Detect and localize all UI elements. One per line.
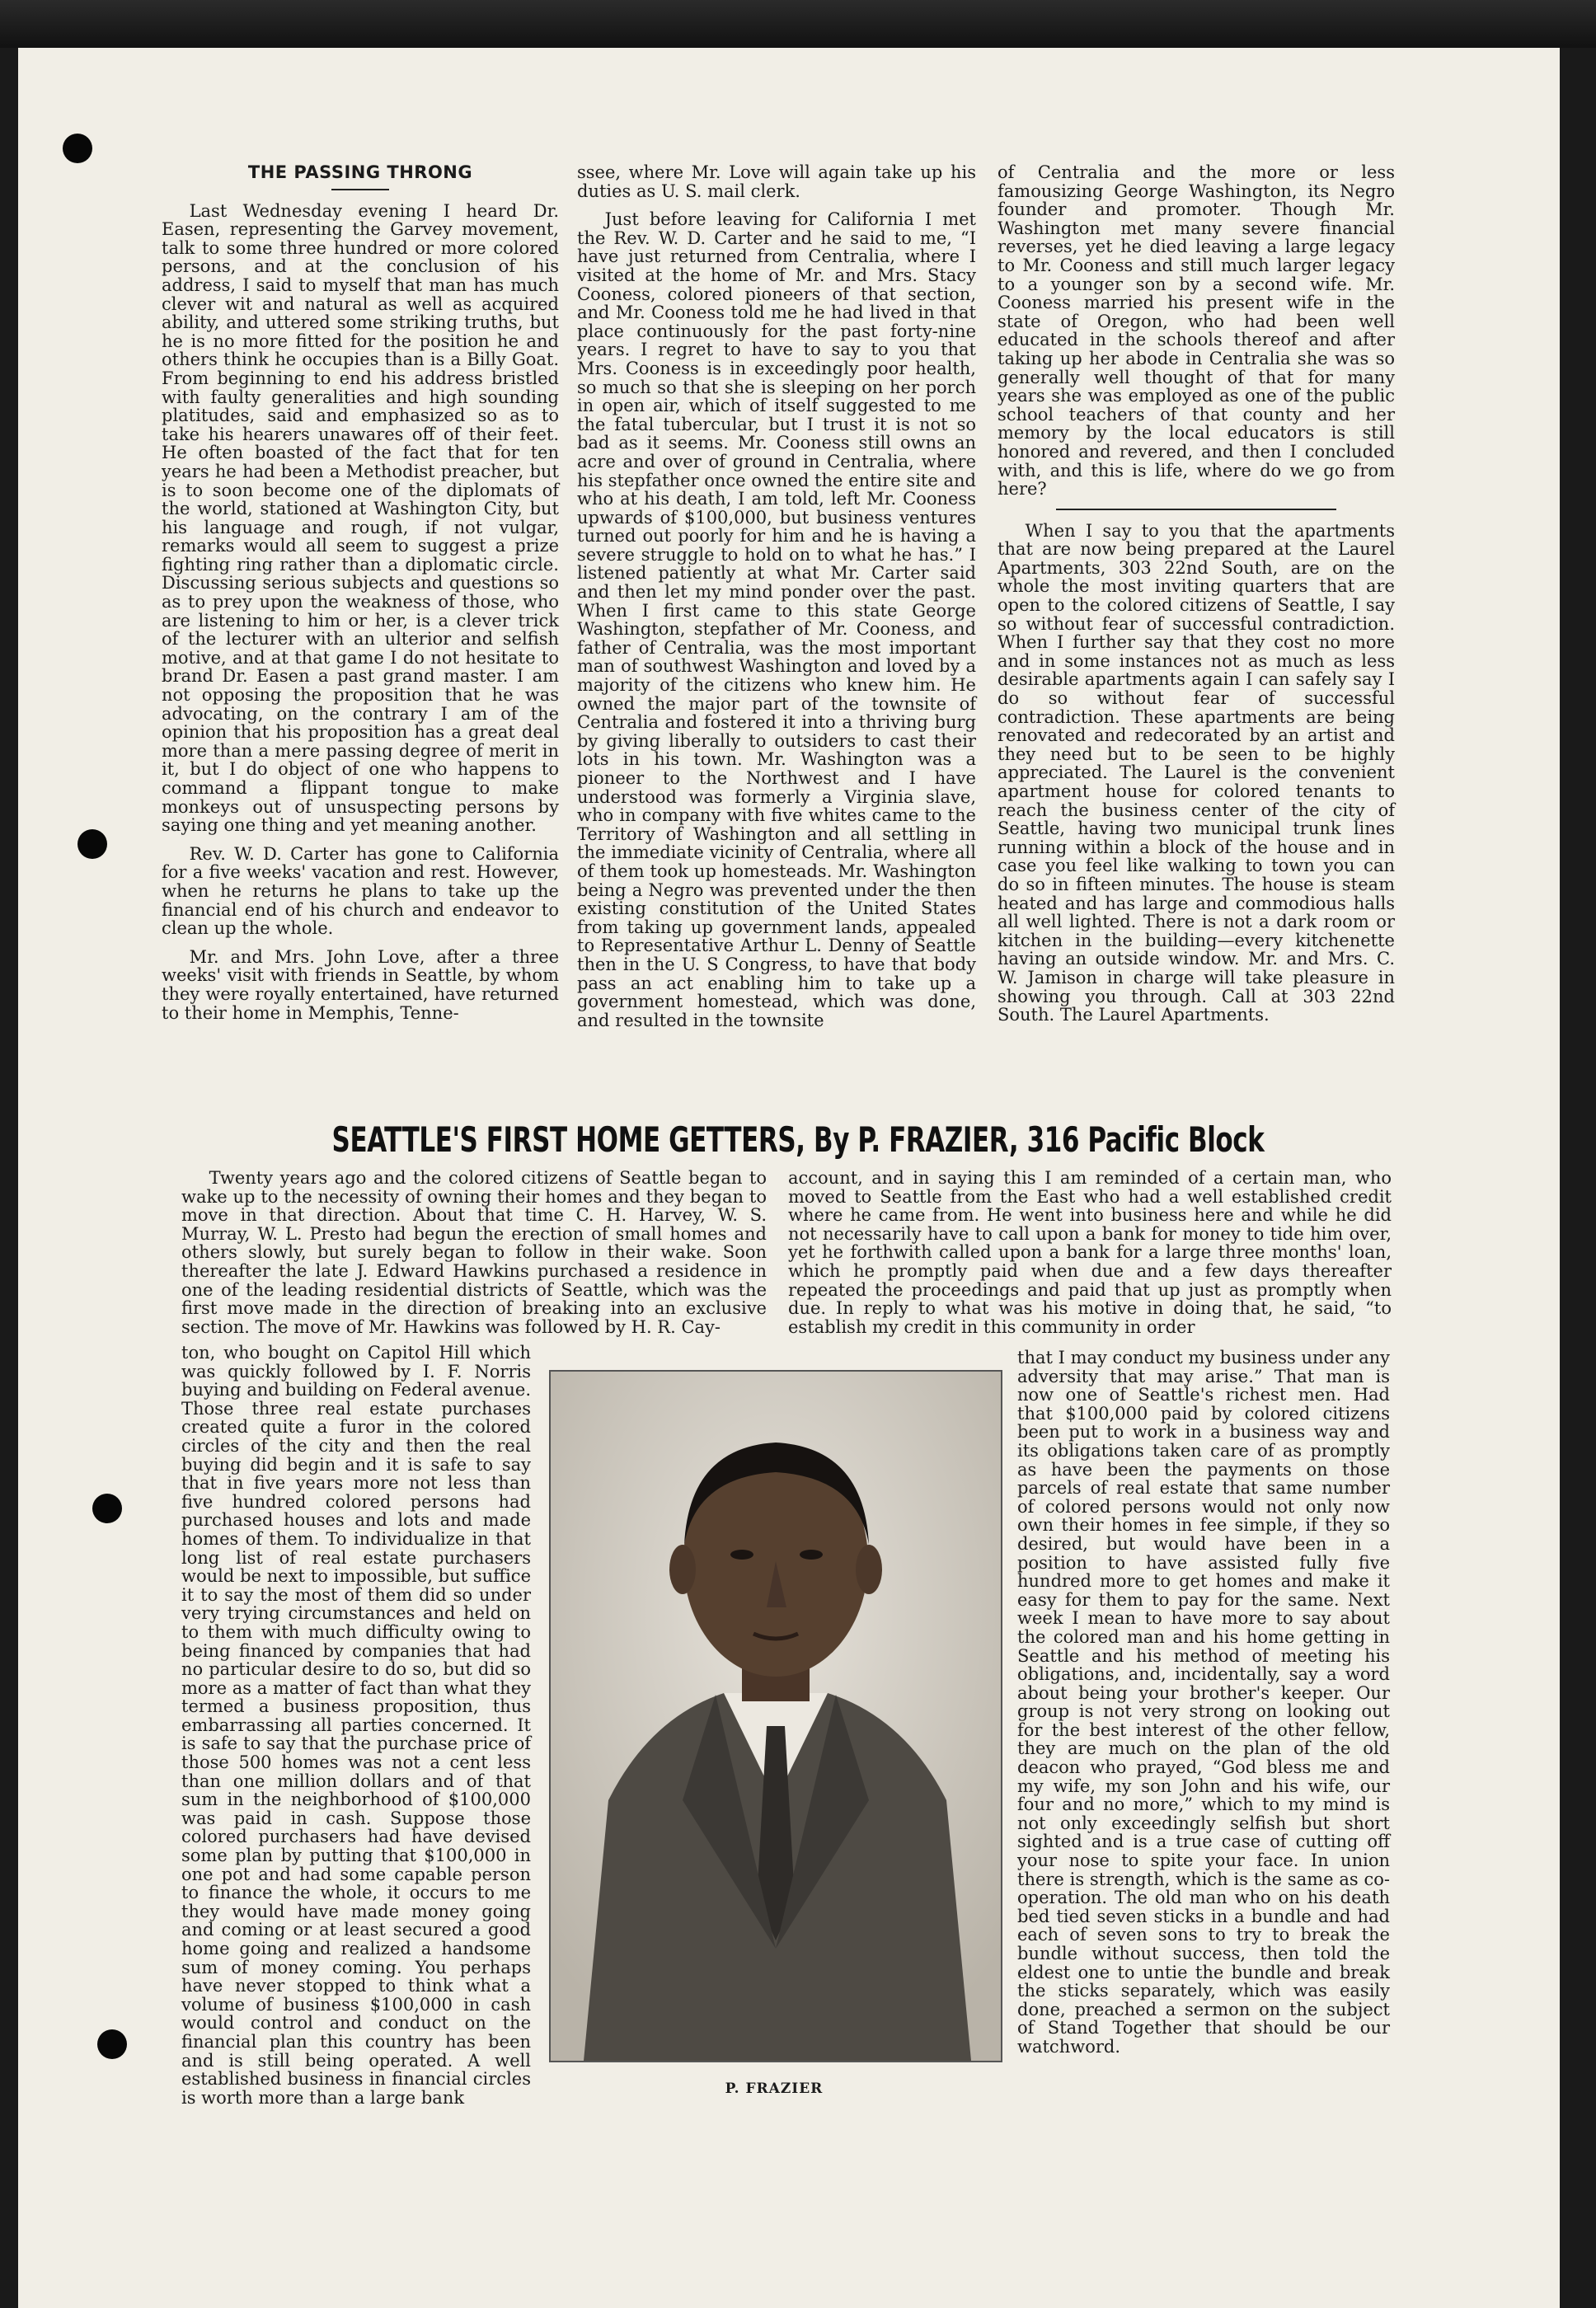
paragraph-continuation: of Centralia and the more or less famousizing George Washington, its Negro founder and promoter. Though Mr. Washington met many severe financial reverses, yet he died leaving a large legacy to Mr. Cooness and still much larger legacy to a younger son by a second wife. Mr. Cooness married his present wife in the state of Oregon, who had been well educated in the schools thereof and after taking up her abode in Centralia she was so generally well thought of that for many years she was employed as one of the public school teachers of that county and her memory by the local educators is still honored and revered, and then I concluded with, and this is life, where do we go from here? (998, 162, 1395, 500)
column-heading: THE PASSING THRONG (247, 162, 473, 182)
paragraph-continuation: ssee, where Mr. Love will again take up his duties as U. S. mail clerk. (577, 162, 976, 201)
scan-top-edge (0, 0, 1596, 48)
article-text-top-left (181, 1169, 767, 1346)
paragraph: that I may conduct my business under any adversity that may arise.” That man is now one of Seattle's richest men. Had that $100,000 paid by colored citizens been put to work in a business way and its obligations taken care of as promptly as have been the payments on those parcels of real estate that same number of colored persons would not only now own their homes in fee simple, if they so desired, but would have been in a position to have assisted fully five hundred more to get homes and make it easy for them to pay for the same. Next week I mean to have more to say about the colored man and his home getting in Seattle and his method of meeting his obligations, and, incidentally, say a word about being your brother's keeper. Our group is not very strong on looking out for the best interest of the other fellow, they are much on the plan of the old deacon who prayed, “God bless me and my wife, my son John and his wife, our four and no more,” which to my mind is not only exceedingly selfish but short sighted and is a true case of cutting off your nose to spite your face. In union there is strength, which is the same as co-operation. The old man who on his death bed tied seven sticks in a bundle and had each of seven sons to try to break the bundle without success, then told the eldest one to untie the bundle and break the sticks separately, which was easily done, preached a sermon on the subject of Stand Together that should be our watchword. (1017, 1348, 1390, 2057)
heading-rule (331, 189, 389, 190)
paragraph: Last Wednesday evening I heard Dr. Easen, representing the Garvey movement, talk to some three hundred or more colored persons, and at the conclusion of his address, I said to myself that man has much clever wit and natural as well as acquired ability, and uttered some striking truths, but he is no more fitted for the position he and others think he occupies than is a Billy Goat. From beginning to end his address bristled with faulty generalities and high sounding platitudes, said and emphasized so as to take his hearers unawares off of their feet. He often boasted of the fact that for ten years he had been a Methodist preacher, but is to soon become one of the diplomats of the world, stationed at Washington City, but his language and rough, if not vulgar, remarks would all seem to suggest a prize fighting ring rather than a diplomatic circle. Discussing serious subjects and questions so as to prey upon the weakness of those, who are listening to him or her, is a clever trick of the lecturer with an ulterior and selfish motive, and at that game I do not hesitate to brand Dr. Easen a past grand master. I am not opposing the proposition that he was advocating, on the contrary I am of the opinion that his proposition has a great deal more than a mere passing degree of merit in it, but I do object of one who happens to command a flippant tongue to make monkeys out of unsuspecting persons by saying one thing and yet meaning another. (162, 200, 559, 836)
article-text-top-right (788, 1169, 1392, 1346)
column-passing-throng (162, 163, 559, 1032)
photo-caption: P. FRAZIER (725, 2080, 824, 2097)
paragraph: Just before leaving for California I met the Rev. W. D. Carter and he said to me, “I have just returned from Centralia, where I visited at the home of Mr. and Mrs. Stacy Cooness, colored pioneers of that section, and Mr. Cooness told me he had lived in that place continuously for the past forty-nine years. I regret to have to say to you that Mrs. Cooness is in exceedingly poor health, so much so that she is sleeping on her porch in open air, which of itself suggested to me the fatal tubercular, but I trust it is not so bad as it seems. Mr. Cooness still owns an acre and over of ground in Centralia, where his stepfather once owned the entire site and who at his death, I am told, left Mr. Cooness upwards of $100,000, but business ventures turned out poorly for him and he is having a severe struggle to hold on to what he has.” I listened patiently at what Mr. Carter said and then let my mind ponder over the past. When I first came to this state George Washington, stepfather of Mr. Cooness, and father of Centralia, was the most important man of southwest Washington and loved by a majority of the citizens who knew him. He owned the major part of the townsite of Centralia and fostered it into a thriving burg by giving liberally to outsiders to cast their lots in his town. Mr. Washington was a pioneer to the Northwest and I have understood was formerly a Virginia slave, who in company with five whites came to the Territory of Washington and all settling in the immediate vicinity of Centralia, where all of them took up homesteads. Mr. Washington being a Negro was prevented under the then existing constitution of the United States from taking up government lands, appealed to Representative Arthur L. Denny of Seattle then in the U. S Congress, to have that body pass an act enabling him to take up a government homestead, which was done, and resulted in the townsite (577, 209, 976, 1030)
article-headline: SEATTLE'S FIRST HOME GETTERS, By P. FRAZIER, 316 Pacific Block (331, 1119, 1265, 1160)
column-middle (577, 163, 976, 1039)
portrait-photo (549, 1370, 1002, 2062)
portrait-illustration (551, 1372, 1001, 2061)
paragraph: account, and in saying this I am reminded of a certain man, who moved to Seattle from the East who had a well established credit where he came from. He went into business here and while he did not necessarily have to call upon a bank for money to tide him over, yet he forthwith called upon a bank for a large three months' loan, which he promptly paid when due and a few days thereafter repeated the proceedings and paid that up just as promptly when due. In reply to what was his motive in doing that, he said, “to establish my credit in this community in order (788, 1168, 1392, 1337)
binding-hole (92, 1494, 122, 1523)
binding-hole (63, 134, 92, 163)
binding-hole (77, 829, 107, 859)
paragraph: Mr. and Mrs. John Love, after a three weeks' visit with friends in Seattle, by whom they were royally entertained, have returned to their home in Memphis, Tenne- (162, 946, 559, 1023)
article-text-right-column (1017, 1349, 1390, 2066)
binding-hole (97, 2029, 127, 2059)
section-rule (1056, 509, 1336, 510)
paragraph: Rev. W. D. Carter has gone to California for a five weeks' vacation and rest. However, when he returns he plans to take up the financial end of his church and endeavor to clean up the whole. (162, 843, 559, 939)
paragraph: ton, who bought on Capitol Hill which was quickly followed by I. F. Norris buying and building on Federal avenue. Those three real estate purchases created quite a furor in the colored circles of the city and then the real buying did begin and it is safe to say that in five years more not less than five hundred colored persons had purchased houses and lots and made homes of them. To individualize in that long list of real estate purchasers would be next to impossible, but suffice it to say the most of them did so under very trying circumstances and held on to them with much difficulty owing to being financed by companies that had no particular desire to do so, but did so more as a matter of fact than what they termed a business proposition, thus embarrassing all parties concerned. It is safe to say that the purchase price of those 500 homes was not a cent less than one million dollars and of that sum in the neighborhood of $100,000 was paid in cash. Suppose those colored purchasers had have devised some plan by putting that $100,000 in one pot and had some capable person to finance the whole, it occurs to me they would have made money going and coming or at least secured a good home going and realized a handsome sum of money coming. You perhaps have never stopped to think what a volume of business $100,000 in cash would control and conduct on the financial plan this country has been and is still being operated. A well established business in financial circles is worth more than a large bank (181, 1343, 531, 2108)
column-right (998, 163, 1395, 1034)
paragraph: When I say to you that the apartments that are now being prepared at the Laurel Apartments, 303 22nd South, are on the whole the most inviting quarters that are open to the colored citizens of Seattle, I say so without fear of successful contradiction. When I further say that they cost no more and in some instances not as much as less desirable apartments again I can safely say I do so without fear of successful contradiction. These apartments are being renovated and redecorated by an artist and they need but to be seen to be highly appreciated. The Laurel is the convenient apartment house for colored tenants to reach the business center of the city of Seattle, having two municipal trunk lines running within a block of the house and in case you feel like walking to town you can do so in fifteen minutes. The house is steam heated and has large and commodious halls all well lighted. There is not a dark room or kitchen in the building—every kitchenette having an outside window. Mr. and Mrs. C. W. Jamison in charge will take pleasure in showing you through. Call at 303 22nd South. The Laurel Apartments. (998, 520, 1395, 1025)
article-text-left-column (181, 1344, 531, 2117)
paragraph: Twenty years ago and the colored citizens of Seattle began to wake up to the necessity of owning their homes and they began to move in that direction. About that time C. H. Harvey, W. S. Murray, W. L. Presto had begun the erection of small homes and others slowly, but surely began to follow in their wake. Soon thereafter the late J. Edward Hawkins purchased a residence in one of the leading residential districts of Seattle, which was the first move made in the direction of breaking into an exclusive section. The move of Mr. Hawkins was followed by H. R. Cay- (181, 1168, 767, 1337)
